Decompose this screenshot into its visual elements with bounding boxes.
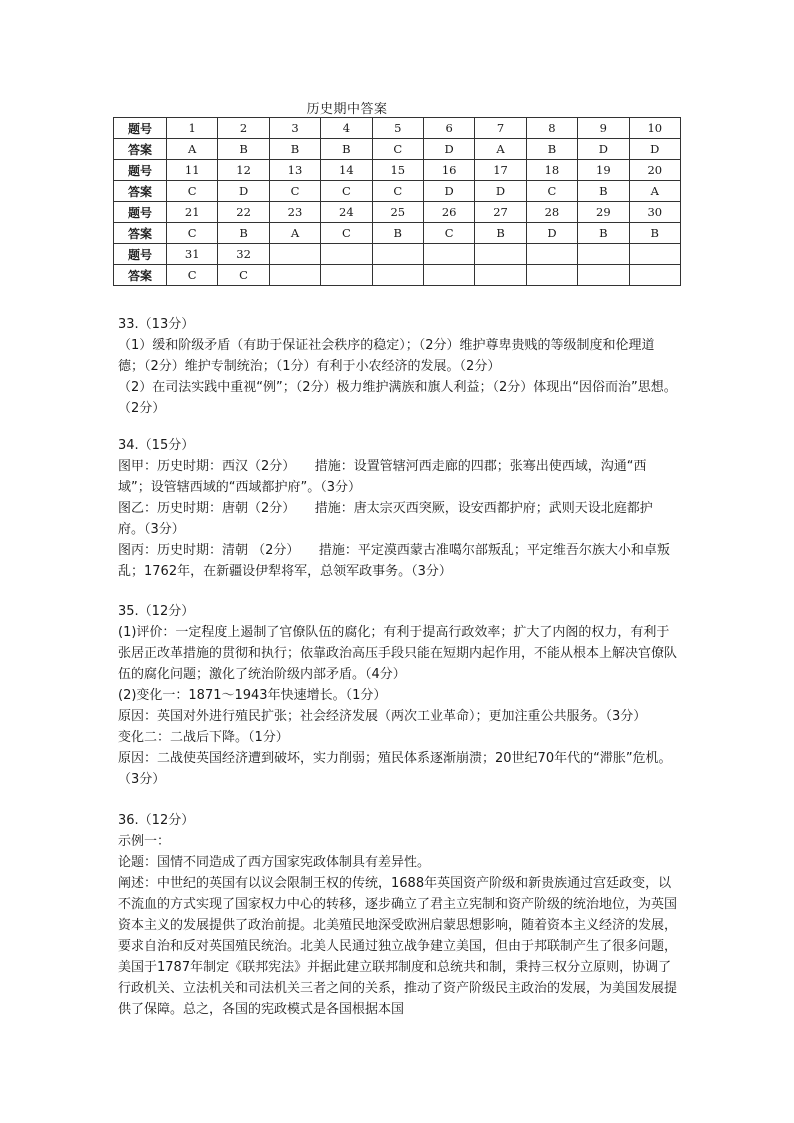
table-cell: 16 (423, 160, 474, 181)
row-label: 答案 (114, 265, 167, 286)
q34-figure-c: 图丙：历史时期：清朝 （2分） 措施：平定漠西蒙古准噶尔部叛乱；平定维吾尔族大小和卓叛乱；1762年，在新疆设伊犁将军，总领军政事务。（3分） (118, 543, 670, 579)
q33-part1: （1）缓和阶级矛盾（有助于保证社会秩序的稳定）；（2分）维护尊卑贵贱的等级制度和伦理道德；（2分）维护专制统治；（1分）有利于小农经济的发展。（2分） (118, 338, 655, 374)
table-cell: B (526, 139, 577, 160)
table-cell: 27 (475, 202, 526, 223)
table-cell: D (423, 181, 474, 202)
table-cell (629, 244, 680, 265)
row-label: 题号 (114, 160, 167, 181)
table-cell: 28 (526, 202, 577, 223)
table-cell: 18 (526, 160, 577, 181)
table-cell: C (526, 181, 577, 202)
q35-section (118, 601, 678, 790)
table-cell: 19 (578, 160, 629, 181)
table-cell: 32 (218, 244, 269, 265)
table-cell: A (269, 223, 320, 244)
table-cell: B (629, 223, 680, 244)
q36-heading: 36.（12分） (118, 813, 195, 828)
q36-section (118, 810, 678, 1020)
table-cell: B (578, 181, 629, 202)
q34-figure-a: 图甲：历史时期：西汉（2分） 措施：设置管辖河西走廊的四郡；张骞出使西域，沟通“西域”；设管辖西域的“西域都护府”。（3分） (118, 459, 647, 495)
table-cell: C (372, 139, 423, 160)
table-cell: C (167, 223, 218, 244)
table-cell (269, 244, 320, 265)
q35-change1: (2)变化一：1871～1943年快速增长。（1分） (118, 688, 387, 703)
q36-exposition: 阐述：中世纪的英国有以议会限制王权的传统，1688年英国资产阶级和新贵族通过宫廷政变，以不流血的方式实现了国家权力中心的转移，逐步确立了君主立宪制和资产阶级的统治地位，为英国资本主义的发展提供了政治前提。北美殖民地深受欧洲启蒙思想影响，随着资本主义经济的发展，要求自治和反对英国殖民统治。北美人民通过独立战争建立美国，但由于邦联制产生了很多问题，美国于1787年制定《联邦宪法》并据此建立联邦制度和总统共和制，秉持三权分立原则，协调了行政机关、立法机关和司法机关三者之间的关系，推动了资产阶级民主政治的发展，为美国发展提供了保障。总之，各国的宪政模式是各国根据本国 (118, 876, 678, 1017)
table-cell: 1 (167, 118, 218, 139)
table-cell: D (578, 139, 629, 160)
table-cell: C (167, 181, 218, 202)
q33-section (118, 314, 678, 419)
q34-heading: 34.（15分） (118, 438, 195, 453)
answer-table-row (114, 160, 681, 181)
answer-table-row (114, 181, 681, 202)
table-cell: B (578, 223, 629, 244)
table-cell: A (475, 139, 526, 160)
table-cell: 30 (629, 202, 680, 223)
table-cell: B (269, 139, 320, 160)
table-cell: C (167, 265, 218, 286)
table-cell: B (218, 223, 269, 244)
table-cell: 13 (269, 160, 320, 181)
q34-figure-b: 图乙：历史时期：唐朝（2分） 措施：唐太宗灭西突厥，设安西都护府；武则天设北庭都护府。（3分） (118, 501, 653, 537)
q34-section (118, 435, 678, 582)
table-cell (526, 265, 577, 286)
table-cell: C (269, 181, 320, 202)
q33-heading: 33.（13分） (118, 317, 195, 332)
table-cell: 31 (167, 244, 218, 265)
table-cell (321, 265, 372, 286)
answer-table-row (114, 139, 681, 160)
table-cell: 17 (475, 160, 526, 181)
table-cell: 24 (321, 202, 372, 223)
table-cell (526, 244, 577, 265)
q35-part1: (1)评价：一定程度上遏制了官僚队伍的腐化；有利于提高行政效率；扩大了内阁的权力，有利于张居正改革措施的贯彻和执行；依靠政治高压手段只能在短期内起作用，不能从根本上解决官僚队伍的腐化问题；激化了统治阶级内部矛盾。（4分） (118, 625, 678, 682)
table-cell: C (321, 181, 372, 202)
table-cell (629, 265, 680, 286)
table-cell: C (372, 181, 423, 202)
table-cell: D (629, 139, 680, 160)
table-cell: 2 (218, 118, 269, 139)
table-cell: 11 (167, 160, 218, 181)
table-cell: C (218, 265, 269, 286)
table-cell: 5 (372, 118, 423, 139)
table-cell: 14 (321, 160, 372, 181)
row-label: 答案 (114, 139, 167, 160)
table-cell: 22 (218, 202, 269, 223)
table-cell: B (218, 139, 269, 160)
q36-example-label: 示例一： (118, 834, 171, 849)
table-cell (423, 265, 474, 286)
table-cell: D (218, 181, 269, 202)
answer-table-row (114, 202, 681, 223)
table-cell: C (321, 223, 372, 244)
table-cell: 10 (629, 118, 680, 139)
table-cell (475, 244, 526, 265)
table-cell: D (423, 139, 474, 160)
table-cell: 26 (423, 202, 474, 223)
table-cell: 8 (526, 118, 577, 139)
row-label: 答案 (114, 181, 167, 202)
table-cell (578, 244, 629, 265)
page-title: 历史期中答案 (306, 102, 388, 117)
answer-table-row (114, 223, 681, 244)
table-cell: 15 (372, 160, 423, 181)
table-cell (578, 265, 629, 286)
table-cell (372, 265, 423, 286)
q35-change2: 变化二：二战后下降。（1分） (118, 730, 289, 745)
table-cell: B (321, 139, 372, 160)
q36-thesis: 论题：国情不同造成了西方国家宪政体制具有差异性。 (118, 855, 431, 870)
table-cell: 7 (475, 118, 526, 139)
table-cell: D (526, 223, 577, 244)
table-cell: 4 (321, 118, 372, 139)
table-cell (321, 244, 372, 265)
table-cell: 20 (629, 160, 680, 181)
table-cell (423, 244, 474, 265)
table-cell: 25 (372, 202, 423, 223)
table-cell: 12 (218, 160, 269, 181)
q35-reason2: 原因：二战使英国经济遭到破坏，实力削弱；殖民体系逐渐崩溃；20世纪70年代的“滞胀”危机。（3分） (118, 751, 672, 787)
table-cell (475, 265, 526, 286)
table-cell: 23 (269, 202, 320, 223)
table-cell: A (167, 139, 218, 160)
table-cell: C (423, 223, 474, 244)
row-label: 题号 (114, 244, 167, 265)
table-cell: D (475, 181, 526, 202)
q35-reason1: 原因：英国对外进行殖民扩张；社会经济发展（两次工业革命）；更加注重公共服务。（3分） (118, 709, 647, 724)
q33-part2: （2）在司法实践中重视“例”；（2分）极力维护满族和旗人利益；（2分）体现出“因俗而治”思想。（2分） (118, 380, 677, 416)
row-label: 答案 (114, 223, 167, 244)
table-cell: 9 (578, 118, 629, 139)
answer-table-row (114, 244, 681, 265)
table-cell (372, 244, 423, 265)
answer-table (113, 117, 681, 286)
row-label: 题号 (114, 118, 167, 139)
table-cell: 6 (423, 118, 474, 139)
table-cell: 29 (578, 202, 629, 223)
answer-table-row (114, 118, 681, 139)
answer-table-row (114, 265, 681, 286)
row-label: 题号 (114, 202, 167, 223)
table-cell: A (629, 181, 680, 202)
table-cell: 3 (269, 118, 320, 139)
table-cell: B (475, 223, 526, 244)
table-cell: B (372, 223, 423, 244)
q35-heading: 35.（12分） (118, 604, 195, 619)
table-cell (269, 265, 320, 286)
table-cell: 21 (167, 202, 218, 223)
